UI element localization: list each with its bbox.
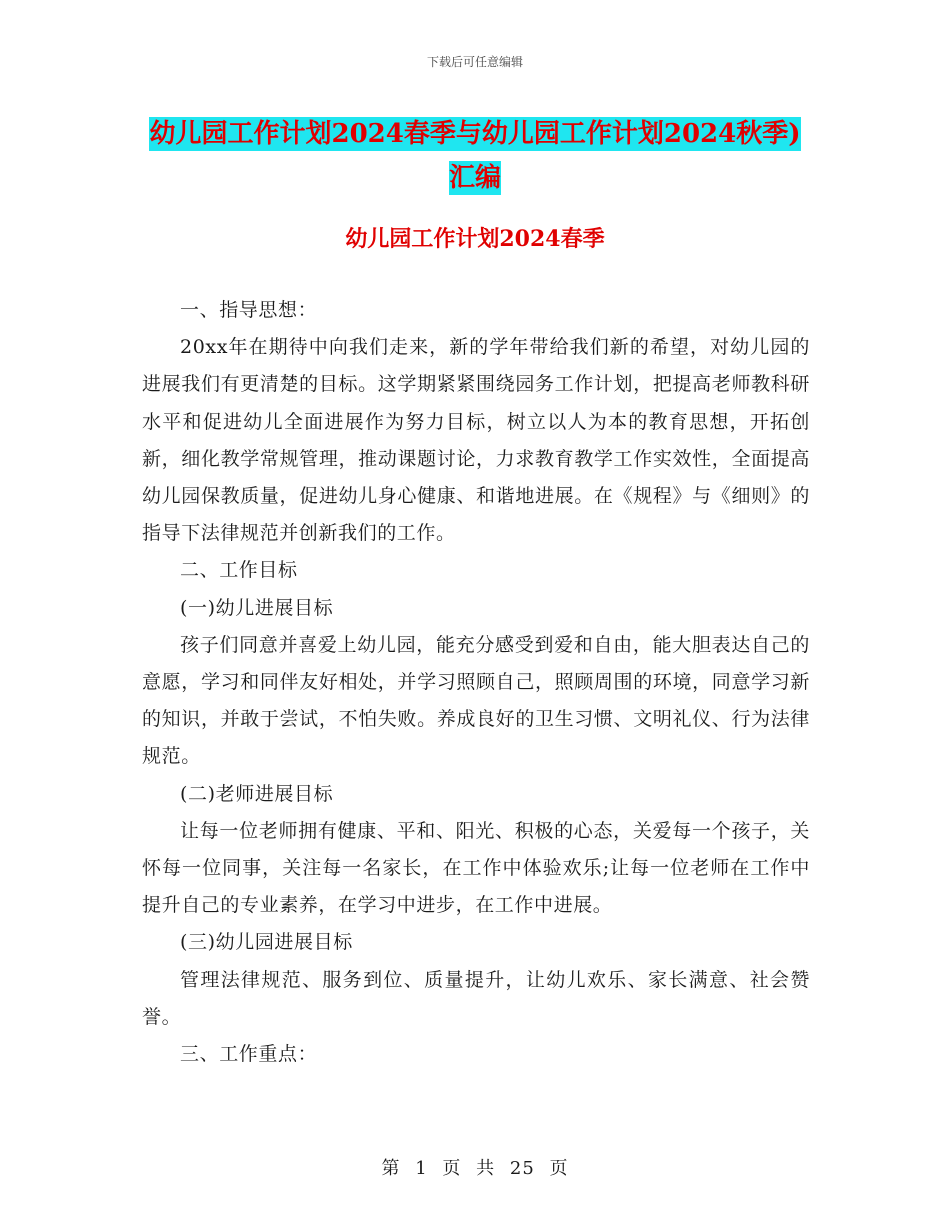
footer-label: 共 <box>476 1158 496 1179</box>
paragraph: 三、工作重点： <box>180 1043 318 1066</box>
paragraph: 二、工作目标 <box>180 559 298 582</box>
paragraph: 让每一位老师拥有健康、平和、阳光、积极的心态，关爱每一个孩子，关怀每一位同事，关注每一名家长，在工作中体验欢乐;让每一位老师在工作中提升自己的专业素养，在学习中进步，在工作中进展。 <box>142 819 810 917</box>
paragraph: 管理法律规范、服务到位、质量提升，让幼儿欢乐、家长满意、社会赞誉。 <box>142 968 810 1028</box>
header-note: 下载后可任意编辑 <box>426 55 523 69</box>
paragraph: (三)幼儿园进展目标 <box>180 931 353 954</box>
total-page-count: 25 <box>509 1158 535 1179</box>
footer-label: 第 <box>381 1158 401 1179</box>
page-footer <box>0 1154 950 1180</box>
paragraph: (二)老师进展目标 <box>180 782 334 805</box>
section-title: 幼儿园工作计划2024春季 <box>345 226 605 252</box>
paragraph: 20xx年在期待中向我们走来，新的学年带给我们新的希望，对幼儿园的进展我们有更清楚的目标。这学期紧紧围绕园务工作计划，把提高老师教科研水平和促进幼儿全面进展作为努力目标，树立以人为本的教育思想，开拓创新，细化教学常规管理，推动课题讨论，力求教育教学工作实效性，全面提高幼儿园保教质量，促进幼儿身心健康、和谐地进展。在《规程》与《细则》的指导下法律规范并创新我们的工作。 <box>142 336 810 545</box>
document-title <box>140 112 810 200</box>
footer-label: 页 <box>442 1158 462 1179</box>
paragraph: 一、指导思想： <box>180 299 318 321</box>
current-page-number: 1 <box>415 1158 428 1179</box>
paragraph: (一)幼儿进展目标 <box>180 596 334 619</box>
footer-label: 页 <box>549 1158 569 1179</box>
document-title-text: 幼儿园工作计划2024春季与幼儿园工作计划2024秋季)汇编 <box>149 119 801 193</box>
document-body <box>142 292 810 1073</box>
paragraph: 孩子们同意并喜爱上幼儿园，能充分感受到爱和自由，能大胆表达自己的意愿，学习和同伴友好相处，并学习照顾自己，照顾周围的环境，同意学习新的知识，并敢于尝试，不怕失败。养成良好的卫生习惯、文明礼仪、行为法律规范。 <box>142 633 810 768</box>
